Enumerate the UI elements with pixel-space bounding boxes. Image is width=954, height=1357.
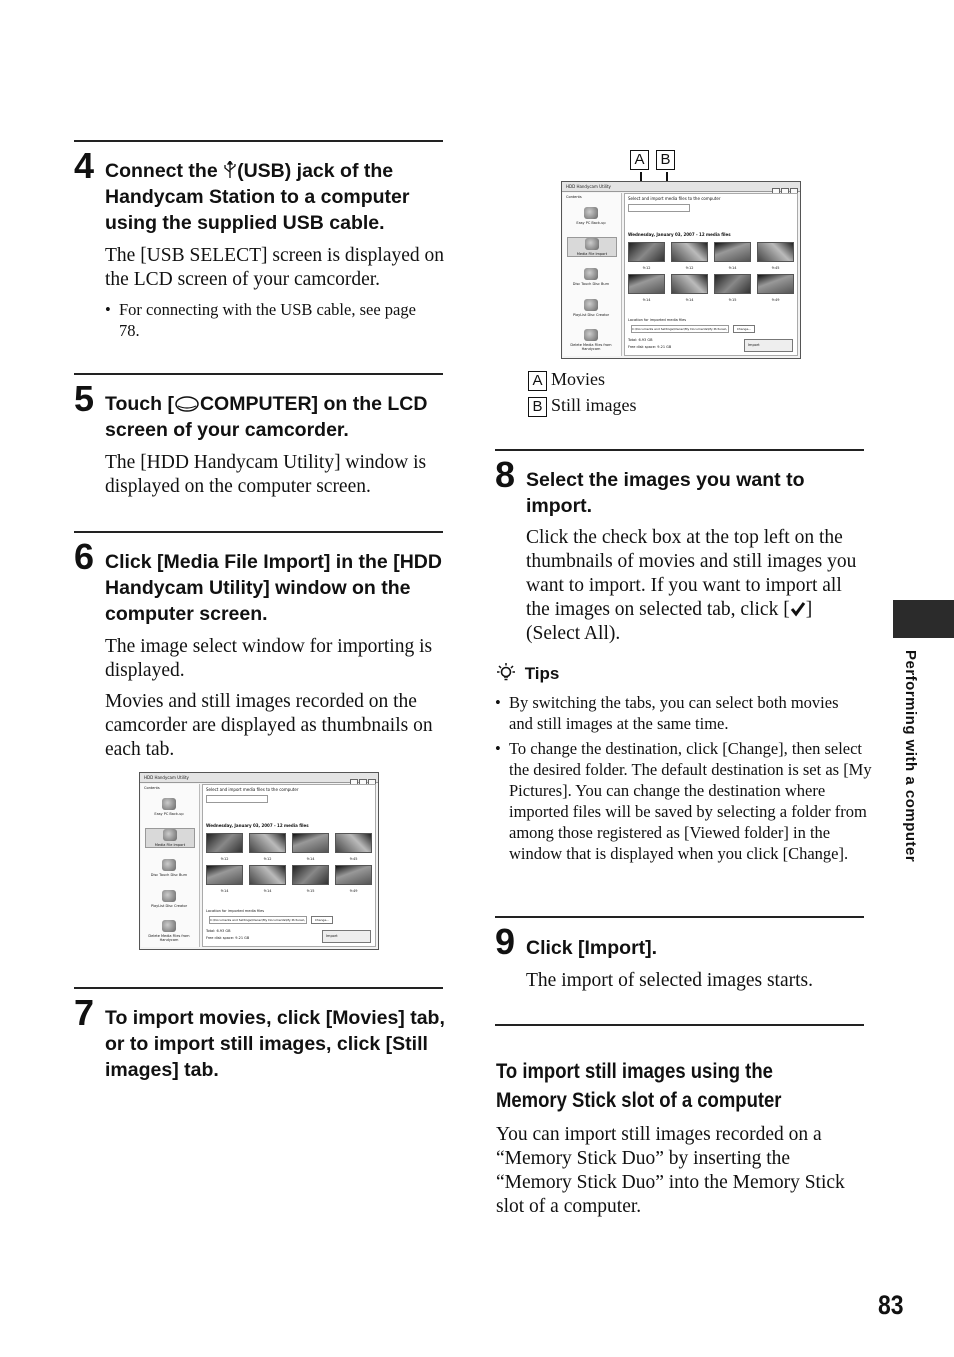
main-panel <box>202 784 376 947</box>
total-size: Total: 6.93 GB <box>206 929 231 933</box>
computer-icon <box>174 393 200 415</box>
step-note: • For connecting with the USB cable, see page 78. <box>105 299 429 341</box>
instruction-text: Select and import media files to the computer <box>628 196 721 201</box>
step-heading-text: Touch [ <box>105 393 174 415</box>
page-number: 83 <box>878 1290 904 1320</box>
step-number: 7 <box>74 992 95 1033</box>
legend-item: A Movies <box>528 366 605 392</box>
sidebar-item-playlist: PlayList Disc Creator <box>145 890 193 908</box>
step-number: 8 <box>495 454 516 495</box>
free-space: Free disk space: 9.21 GB <box>206 936 250 940</box>
tab-bar <box>206 795 268 803</box>
location-path: C:\Documents and Settings\Owner\My Documents\My Pictures\ <box>631 325 729 333</box>
location-label: Location for imported media files <box>628 318 687 322</box>
callout-b: B <box>656 150 679 170</box>
instruction-text: Select and import media files to the computer <box>206 787 299 792</box>
location-path: C:\Documents and Settings\Owner\My Documents\My Pictures\ <box>209 916 307 924</box>
step-heading: Click [Media File Import] in the [HDD Handycam Utility] window on the computer screen. <box>105 551 442 625</box>
date-header: Wednesday, January 03, 2007 - 12 media files <box>206 823 309 828</box>
step-heading: Click [Import]. <box>526 937 658 959</box>
step-heading: To import movies, click [Movies] tab, or to import still images, click [Still images] tab. <box>105 1007 445 1081</box>
step-number: 6 <box>74 536 95 577</box>
sidebar-item-burn: Disc Touch Disc Burn <box>567 268 615 286</box>
step-body: The image select window for importing is displayed. <box>105 636 433 681</box>
step-body: Movies and still images recorded on the camcorder are displayed as thumbnails on each tab. <box>105 691 433 760</box>
tips-title: Tips <box>524 664 560 683</box>
main-panel <box>624 193 798 356</box>
side-tab-label: Performing with a computer <box>902 650 919 863</box>
sidebar-item-backup: Easy PC Back-up <box>567 207 615 225</box>
step-heading <box>105 391 445 443</box>
sidebar <box>141 784 200 947</box>
step-heading-text: COMPUTER] on the LCD screen of your camcorder. <box>105 393 428 441</box>
step-body: The [HDD Handycam Utility] window is displayed on the computer screen. <box>105 452 427 497</box>
legend-item: B Still images <box>528 392 637 418</box>
sidebar <box>563 193 622 356</box>
step-number: 4 <box>74 145 95 186</box>
utility-window-screenshot <box>139 772 379 950</box>
sidebar-item-playlist: PlayList Disc Creator <box>567 299 615 317</box>
thumbnail-grid: 9:12 9:12 9:14 9:45 9:14 9:14 9:15 9:49 <box>206 833 372 893</box>
callout-a: A <box>630 150 653 170</box>
import-button: Import <box>322 930 371 943</box>
step-number: 5 <box>74 378 95 419</box>
step-body: Click the check box at the top left on the thumbnails of movies and still images you want to import. If you want to import all the images on selected tab, click [ ] (Select All). <box>526 527 857 644</box>
step-heading <box>105 158 445 236</box>
change-button: Change... <box>733 325 755 333</box>
section-heading: To import still images using the Memory Stick slot of a computer <box>496 1060 782 1112</box>
sidebar-item-delete: Delete Media Files from Handycam <box>567 329 615 351</box>
step-heading-text: (USB) jack of the Handycam Station to a computer using the supplied USB cable. <box>105 160 410 234</box>
total-size: Total: 6.93 GB <box>628 338 653 342</box>
thumbnail-grid: 9:12 9:12 9:14 9:45 9:14 9:14 9:15 9:49 <box>628 242 794 302</box>
utility-window-screenshot <box>561 181 801 359</box>
window-title: HDD Handycam Utility <box>562 182 800 192</box>
sidebar-item-delete: Delete Media Files from Handycam <box>145 920 193 942</box>
tab-bar <box>628 204 690 212</box>
step-body: The import of selected images starts. <box>526 970 813 991</box>
tip-item: • To change the destination, click [Change], then select the desired folder. The default destination is set as [My Pictures]. You can change the destination where imported files will be saved by selecting a folder from among those registered as [Viewed folder] in the window that is displayed when you click [Change]. <box>495 738 877 864</box>
location-label: Location for imported media files <box>206 909 265 913</box>
sidebar-item-import: Media File Import <box>567 237 617 257</box>
sidebar-header: Contents <box>566 195 582 199</box>
lightbulb-icon <box>496 664 516 683</box>
step-body: The [USB SELECT] screen is displayed on the LCD screen of your camcorder. <box>105 245 445 290</box>
window-title: HDD Handycam Utility <box>140 773 378 783</box>
section-body: You can import still images recorded on a “Memory Stick Duo” by inserting the “Memory Stick Duo” into the Memory Stick slot of a computer. <box>496 1124 845 1217</box>
tip-item: • By switching the tabs, you can select both movies and still images at the same time. <box>495 692 861 734</box>
tips-header <box>496 661 559 684</box>
step-heading-text: Connect the <box>105 160 224 182</box>
sidebar-item-backup: Easy PC Back-up <box>145 798 193 816</box>
sidebar-item-import: Media File Import <box>145 828 195 848</box>
sidebar-item-burn: Disc Touch Disc Burn <box>145 859 193 877</box>
import-button: Import <box>744 339 793 352</box>
date-header: Wednesday, January 03, 2007 - 12 media files <box>628 232 731 237</box>
step-number: 9 <box>495 921 516 962</box>
change-button: Change... <box>311 916 333 924</box>
side-tab-marker <box>893 600 954 638</box>
step-heading: Select the images you want to import. <box>526 469 805 517</box>
usb-icon <box>223 160 237 182</box>
free-space: Free disk space: 9.21 GB <box>628 345 672 349</box>
sidebar-header: Contents <box>144 786 160 790</box>
checkmark-icon <box>790 599 806 620</box>
